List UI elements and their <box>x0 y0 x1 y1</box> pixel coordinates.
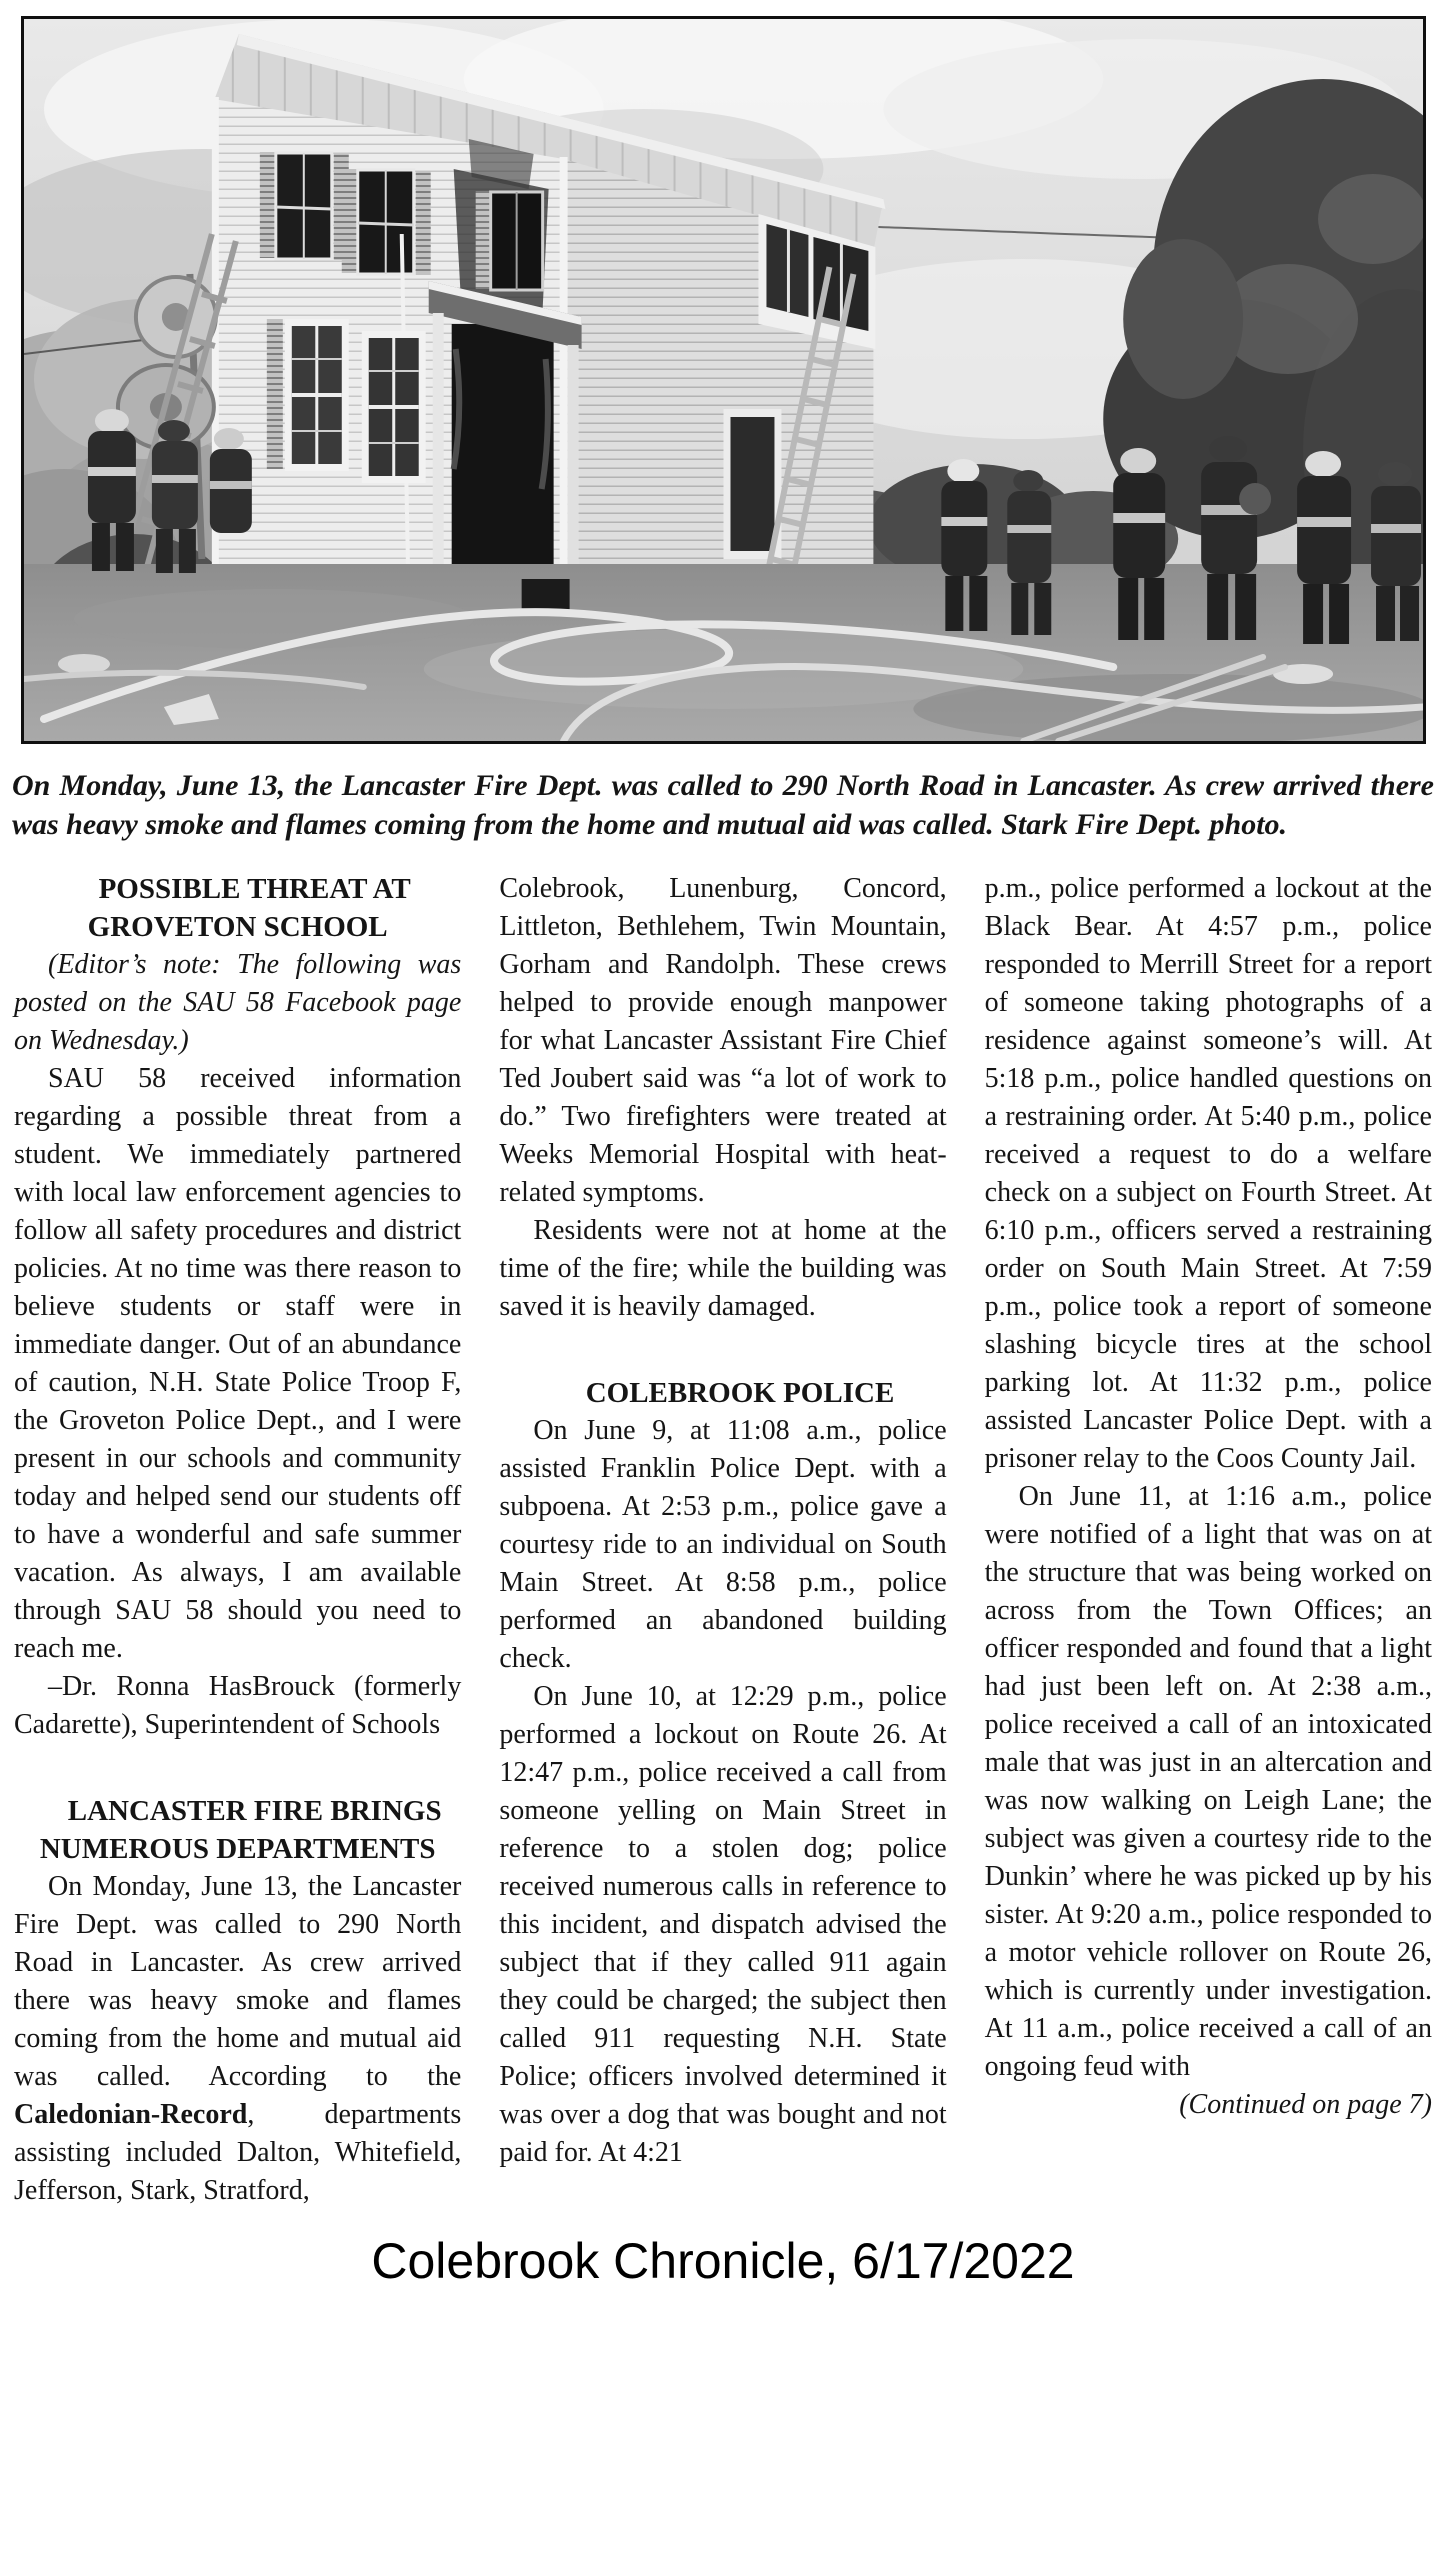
paragraph-fire <box>14 1868 461 2210</box>
fire-text-post: , departments assisting included Dalton, Whitefield, Jefferson, Stark, Stratford, <box>14 2099 462 2206</box>
fire-text-pre: On Monday, June 13, the Lancaster Fire Dept. was called to 290 North Road in Lancaster. As crew arrived there was heavy smoke and flames coming from the home and mutual aid was called. According to the <box>14 1871 462 2092</box>
paragraph-signature: –Dr. Ronna HasBrouck (formerly Cadarette), Superintendent of Schools <box>14 1671 462 1740</box>
paragraph-residents: Residents were not at home at the time of the fire; while the building was saved it is heavily damaged. <box>499 1215 947 1322</box>
headline-colebrook-police: COLEBROOK POLICE <box>585 1377 895 1409</box>
paragraph-june11: On June 11, at 1:16 a.m., police were notified of a light that was on at the structure that was being worked on across from the Town Offices; an officer responded and found that a light had just been left on. At 2:38 a.m., police received a call of an intoxicated male that was just in an altercation and was now walking on Leigh Lane; the subject was given a courtesy ride to the Dunkin’ where he was picked up by his sister. At 9:20 a.m., police responded to a motor vehicle rollover on Route 26, which is currently under investigation. At 11 a.m., police received a call of an ongoing feud with <box>984 1481 1432 2082</box>
headline-lancaster-fire: LANCASTER FIRE BRINGS NUMEROUS DEPARTMENTS <box>39 1795 442 1865</box>
source-footer: Colebrook Chronicle, 6/17/2022 <box>371 2233 1075 2289</box>
fire-scene-photo <box>21 16 1426 744</box>
paragraph-june10: On June 10, at 12:29 p.m., police performed a lockout on Route 26. At 12:47 p.m., police received a call from someone yelling on Main Street in reference to a stolen dog; police received numerous calls in reference to this incident, and dispatch advised the subject that if they called 911 again they could be charged; the subject then called 911 requesting N.H. State Police; officers involved determined it was over a dog that was bought and not paid for. At 4:21 <box>499 1681 947 2168</box>
downstairs-windows <box>267 319 426 483</box>
column-3 <box>985 870 1432 2210</box>
paragraph-police-continued: p.m., police performed a lockout at the Black Bear. At 4:57 p.m., police responded to Merrill Street for a report of someone taking photographs of a residence against someone’s will. At 5:18 p.m., police handled questions on a restraining order. At 5:40 p.m., police received a request to do a welfare check on a subject on Fourth Street. At 6:10 p.m., officers served a restraining order on South Main Street. At 7:59 p.m., police took a report of someone slashing bicycle tires at the school parking lot. At 11:32 p.m., police assisted Lancaster Police Dept. with a prisoner relay to the Coos County Jail. <box>984 873 1432 1474</box>
headline-groveton-threat: POSSIBLE THREAT AT GROVETON SCHOOL <box>87 873 411 943</box>
paragraph-fire-continued: Colebrook, Lunenburg, Concord, Littleton, Bethlehem, Twin Mountain, Gorham and Randolph. These crews helped to provide enough manpower for what Lancaster Assistant Fire Chief Ted Joubert said was “a lot of work to do.” Two firefighters were treated at Weeks Memorial Hospital with heat-related symptoms. <box>499 873 947 1208</box>
fire-scene-illustration <box>24 19 1423 741</box>
fire-text-bold: Caledonian-Record <box>14 2099 248 2130</box>
article-columns <box>14 870 1432 2210</box>
paragraph-june9: On June 9, at 11:08 a.m., police assisted Franklin Police Dept. with a subpoena. At 2:53 p.m., police gave a courtesy ride to an individual on South Main Street. At 8:58 p.m., police performed an abandoned building check. <box>499 1415 947 1674</box>
column-1 <box>14 870 461 2210</box>
column-2 <box>499 870 946 2210</box>
continued-on-page-note: (Continued on page 7) <box>1179 2089 1432 2120</box>
photo-caption: On Monday, June 13, the Lancaster Fire Dept. was called to 290 North Road in Lancaster. As crew arrived there was heavy smoke and flames coming from the home and mutual aid was called. Stark Fire Dept. photo. <box>12 769 1434 841</box>
editors-note: (Editor’s note: The following was posted on the SAU 58 Facebook page on Wednesday.) <box>14 949 462 1056</box>
paragraph-sau58: SAU 58 received information regarding a possible threat from a student. We immediately partnered with local law enforcement agencies to follow all safety procedures and district policies. At no time was there reason to believe students or staff were in immediate danger. Out of an abundance of caution, N.H. State Police Troop F, the Groveton Police Dept., and I were present in our schools and community today and helped send our students off to have a wonderful and safe summer vacation. As always, I am available through SAU 58 should you need to reach me. <box>14 1063 462 1664</box>
